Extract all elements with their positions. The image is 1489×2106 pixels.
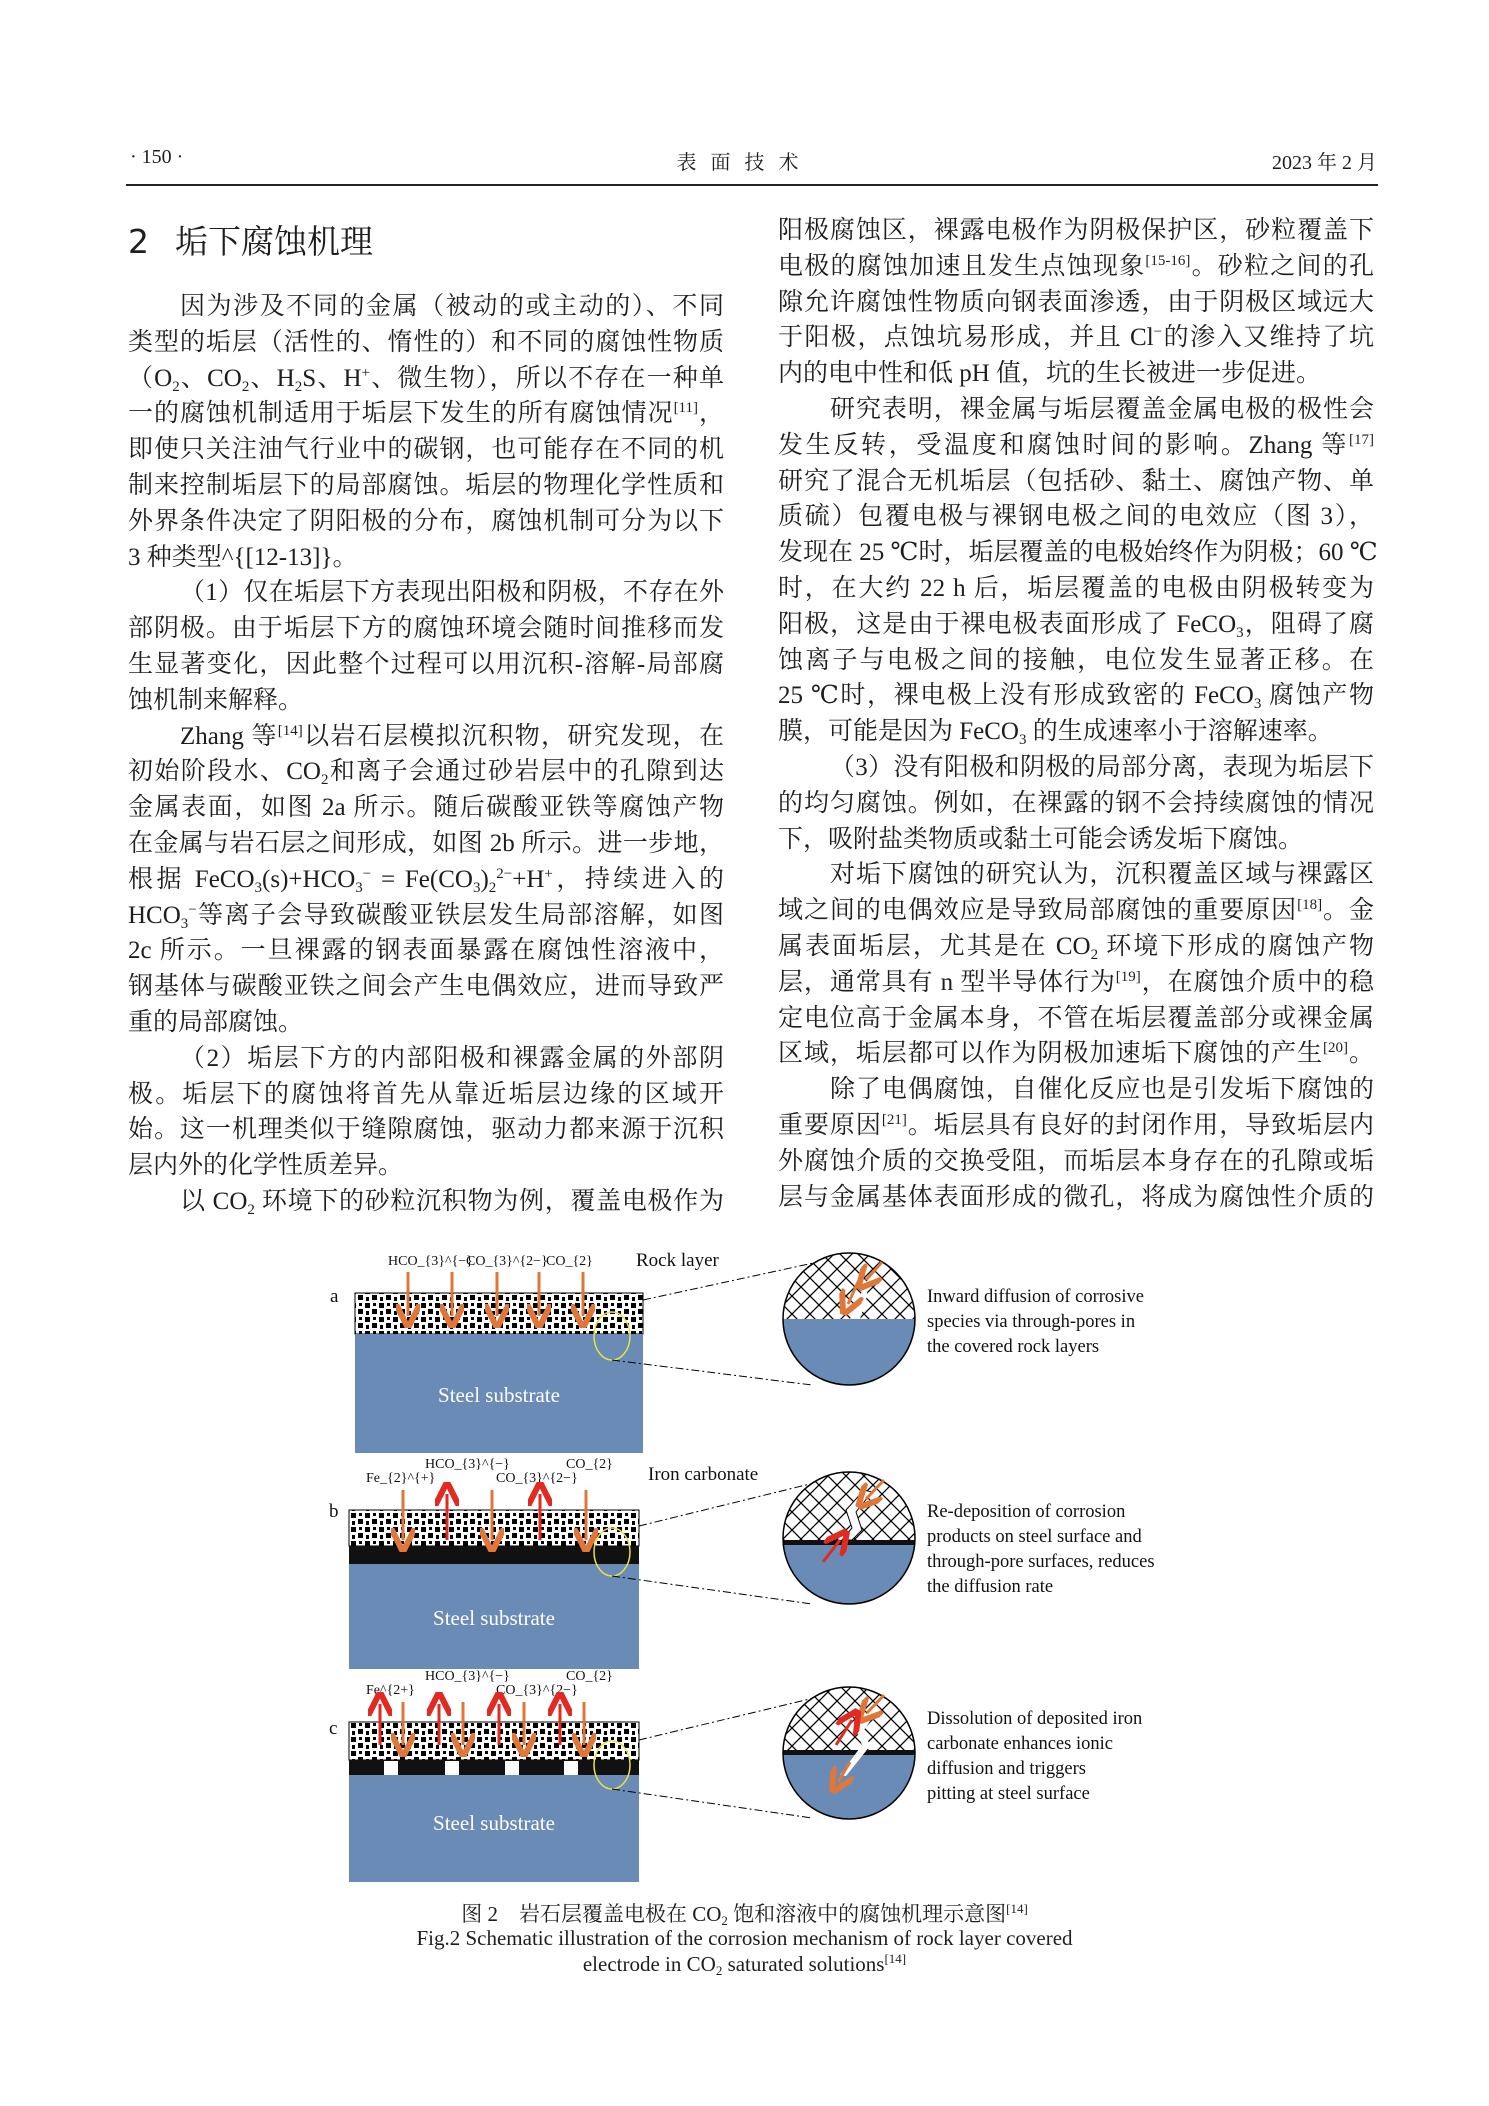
description-line: diffusion and triggers bbox=[927, 1759, 1086, 1779]
text-line: 时，在大约 22 h 后，垢层覆盖的电极由阴极转变为 bbox=[778, 574, 1374, 602]
panel-c bbox=[329, 1669, 1142, 1882]
text-line: （1）仅在垢层下方表现出阳极和阴极，不存在外 bbox=[180, 579, 724, 607]
section-title: 垢下腐蚀机理 bbox=[175, 222, 373, 261]
text-line: 属表面垢层，尤其是在 $CO_2$ 环境下形成的腐蚀产物 bbox=[778, 932, 1374, 963]
description-line: through-pore surfaces, reduces bbox=[927, 1552, 1155, 1572]
text-line: 25 ℃时，裸电极上没有形成致密的 FeCO$_3$ 腐蚀产物 bbox=[778, 682, 1374, 713]
text-line: 外腐蚀介质的交换受阻，而垢层本身存在的孔隙或垢 bbox=[778, 1147, 1374, 1175]
description-line: Re-deposition of corrosion bbox=[927, 1502, 1126, 1522]
text-line: 钢基体与碳酸亚铁之间会产生电偶效应，进而导致严 bbox=[128, 973, 724, 1001]
text-line: 内的电中性和低 pH 值，坑的生长被进一步促进。 bbox=[778, 360, 1322, 388]
section-number: 2 bbox=[128, 222, 149, 261]
text-line: 极。垢层下的腐蚀将首先从靠近垢层边缘的区域开 bbox=[128, 1080, 724, 1108]
panel-letter: a bbox=[330, 1286, 339, 1307]
text-line: 3 种类型^{[12-13]}。 bbox=[128, 543, 358, 571]
text-line: 阳极腐蚀区，裸露电极作为阴极保护区，砂粒覆盖下 bbox=[778, 217, 1374, 244]
text-line: 发生反转，受温度和腐蚀时间的影响。Zhang 等[17] bbox=[778, 431, 1374, 459]
text-line: 对垢下腐蚀的研究认为，沉积覆盖区域与裸露区 bbox=[830, 861, 1374, 889]
text-line: 研究表明，裸金属与垢层覆盖金属电极的极性会 bbox=[830, 395, 1374, 423]
ion-label: HCO_{3}^{−} bbox=[425, 1457, 510, 1472]
text-line: 研究了混合无机垢层（包括砂、黏土、腐蚀产物、单 bbox=[778, 467, 1374, 495]
text-line: Zhang 等[14]以岩石层模拟沉积物，研究发现，在 bbox=[180, 722, 724, 750]
layer-label: Rock layer bbox=[636, 1250, 719, 1271]
text-line: 在金属与岩石层之间形成，如图 2b 所示。进一步地， bbox=[128, 829, 724, 857]
text-line: 重的局部腐蚀。 bbox=[128, 1008, 304, 1036]
text-line: 于阳极，点蚀坑易形成，并且 Cl−的渗入又维持了坑 bbox=[778, 324, 1374, 352]
text-line: 初始阶段水、$CO_2$和离子会通过砂岩层中的孔隙到达 bbox=[128, 758, 724, 789]
rock-layer bbox=[355, 1293, 643, 1334]
text-line: 蚀机制来解释。 bbox=[128, 686, 304, 714]
figure-caption-en-cont: electrode in $CO_2$ saturated solutions[14] bbox=[582, 1951, 907, 1978]
text-line: （2）垢层下方的内部阳极和裸露金属的外部阴 bbox=[180, 1044, 724, 1072]
ion-label: Fe_{2}^{+} bbox=[366, 1471, 436, 1486]
text-line: 重要原因[21]。垢层具有良好的封闭作用，导致垢层内 bbox=[778, 1111, 1374, 1139]
text-line: 2c 所示。一旦裸露的钢表面暴露在腐蚀性溶液中， bbox=[128, 937, 724, 965]
substrate-label: Steel substrate bbox=[433, 1606, 555, 1630]
text-line: 除了电偶腐蚀，自催化反应也是引发垢下腐蚀的 bbox=[830, 1076, 1374, 1104]
text-line: 阳极，这是由于裸电极表面形成了 FeCO$_3$，阻碍了腐 bbox=[778, 610, 1374, 641]
page-number: · 150 · bbox=[130, 146, 184, 168]
substrate-label: Steel substrate bbox=[433, 1811, 555, 1835]
ion-label: CO_{3}^{2−} bbox=[496, 1471, 578, 1486]
panel-a bbox=[330, 1250, 1144, 1453]
ion-label: HCO_{3}^{−} bbox=[425, 1669, 510, 1684]
description-line: carbonate enhances ionic bbox=[927, 1734, 1113, 1754]
text-line: 电极的腐蚀加速且发生点蚀现象[15-16]。砂粒之间的孔 bbox=[778, 252, 1374, 280]
ion-label: CO_{2} bbox=[546, 1254, 593, 1269]
text-line: 一的腐蚀机制适用于垢层下发生的所有腐蚀情况[11]， bbox=[128, 400, 724, 428]
text-line: 发现在 25 ℃时，垢层覆盖的电极始终作为阴极；60 ℃ bbox=[778, 539, 1378, 567]
text-line: 层内外的化学性质差异。 bbox=[128, 1152, 404, 1180]
text-line: 即使只关注油气行业中的碳钢，也可能存在不同的机 bbox=[128, 436, 724, 464]
text-line: 膜，可能是因为 FeCO$_3$ 的生成速率小于溶解速率。 bbox=[778, 718, 1333, 749]
text-line: 外界条件决定了阴阳极的分布，腐蚀机制可分为以下 bbox=[128, 507, 724, 535]
text-line: 根据 $FeCO_3(s)+HCO_3^- = Fe(CO_3)_2^{2-}+H^+$，持续进入的 bbox=[128, 865, 724, 896]
text-line: 隙允许腐蚀性物质向钢表面渗透，由于阴极区域远大 bbox=[778, 288, 1374, 316]
text-line: 区域，垢层都可以作为阴极加速垢下腐蚀的产生[20]。 bbox=[778, 1040, 1374, 1068]
text-line: 层与金属基体表面形成的微孔，将成为腐蚀性介质的 bbox=[778, 1183, 1374, 1211]
text-line: 质硫）包覆电极与裸钢电极之间的电效应（图 3）， bbox=[778, 503, 1374, 531]
layer-label: Iron carbonate bbox=[648, 1464, 759, 1485]
description-line: Dissolution of deposited iron bbox=[927, 1709, 1143, 1729]
text-line: 蚀离子与电极之间的接触，电位发生显著正移。在 bbox=[778, 646, 1374, 674]
text-line: 制来控制垢层下的局部腐蚀。垢层的物理化学性质和 bbox=[128, 471, 724, 499]
description-line: products on steel surface and bbox=[927, 1527, 1142, 1547]
issue-date: 2023 年 2 月 bbox=[1272, 152, 1377, 174]
panel-b bbox=[329, 1457, 1155, 1669]
figure-caption-cn: 图 2 岩石层覆盖电极在 $CO_2$ 饱和溶液中的腐蚀机理示意图[14] bbox=[461, 1901, 1028, 1928]
panel-letter: c bbox=[329, 1718, 338, 1739]
description-line: the covered rock layers bbox=[927, 1337, 1100, 1357]
text-line: 域之间的电偶效应是导致局部腐蚀的重要原因[18]。金 bbox=[778, 897, 1374, 925]
text-line: 类型的垢层（活性的、惰性的）和不同的腐蚀性物质 bbox=[128, 328, 724, 356]
text-line: 定电位高于金属本身，不管在垢层覆盖部分或裸金属 bbox=[778, 1004, 1374, 1032]
description-line: the diffusion rate bbox=[927, 1577, 1054, 1597]
text-line: 部阴极。由于垢层下方的腐蚀环境会随时间推移而发 bbox=[128, 615, 724, 643]
substrate-label: Steel substrate bbox=[438, 1383, 560, 1407]
text-line: 层，通常具有 n 型半导体行为[19]，在腐蚀介质中的稳 bbox=[778, 968, 1374, 996]
figure-caption-en: Fig.2 Schematic illustration of the corrosion mechanism of rock layer covered bbox=[416, 1926, 1073, 1950]
description-line: pitting at steel surface bbox=[927, 1784, 1090, 1804]
text-line: 金属表面，如图 2a 所示。随后碳酸亚铁等腐蚀产物 bbox=[128, 794, 724, 822]
description-line: species via through-pores in bbox=[927, 1312, 1136, 1332]
ion-label: Fe^{2+} bbox=[366, 1683, 415, 1698]
text-line: （3）没有阳极和阴极的局部分离，表现为垢层下 bbox=[830, 753, 1374, 781]
panel-letter: b bbox=[329, 1501, 339, 1522]
ion-label: CO_{2} bbox=[566, 1457, 613, 1472]
ion-label: CO_{3}^{2−} bbox=[496, 1683, 578, 1698]
ion-label: CO_{2} bbox=[566, 1669, 613, 1684]
description-line: Inward diffusion of corrosive bbox=[927, 1287, 1144, 1307]
ion-label: CO_{3}^{2−} bbox=[466, 1254, 548, 1269]
text-line: 下，吸附盐类物质或黏土可能会诱发垢下腐蚀。 bbox=[778, 825, 1304, 853]
text-line: 始。这一机理类似于缝隙腐蚀，驱动力都来源于沉积 bbox=[128, 1116, 724, 1144]
text-line: 的均匀腐蚀。例如，在裸露的钢不会持续腐蚀的情况 bbox=[778, 789, 1374, 817]
text-line: $HCO_3^-$等离子会导致碳酸亚铁层发生局部溶解，如图 bbox=[128, 901, 724, 932]
text-line: 以 $CO_2$ 环境下的砂粒沉积物为例，覆盖电极作为 bbox=[180, 1187, 724, 1218]
text-line: （$O_2$、$CO_2$、$H_2S$、H+、微生物），所以不存在一种单 bbox=[128, 364, 724, 395]
ion-label: HCO_{3}^{−} bbox=[388, 1254, 473, 1269]
journal-title: 表面技术 bbox=[676, 152, 813, 174]
text-line: 生显著变化，因此整个过程可以用沉积-溶解-局部腐 bbox=[128, 650, 724, 678]
text-line: 因为涉及不同的金属（被动的或主动的）、不同 bbox=[180, 293, 724, 320]
